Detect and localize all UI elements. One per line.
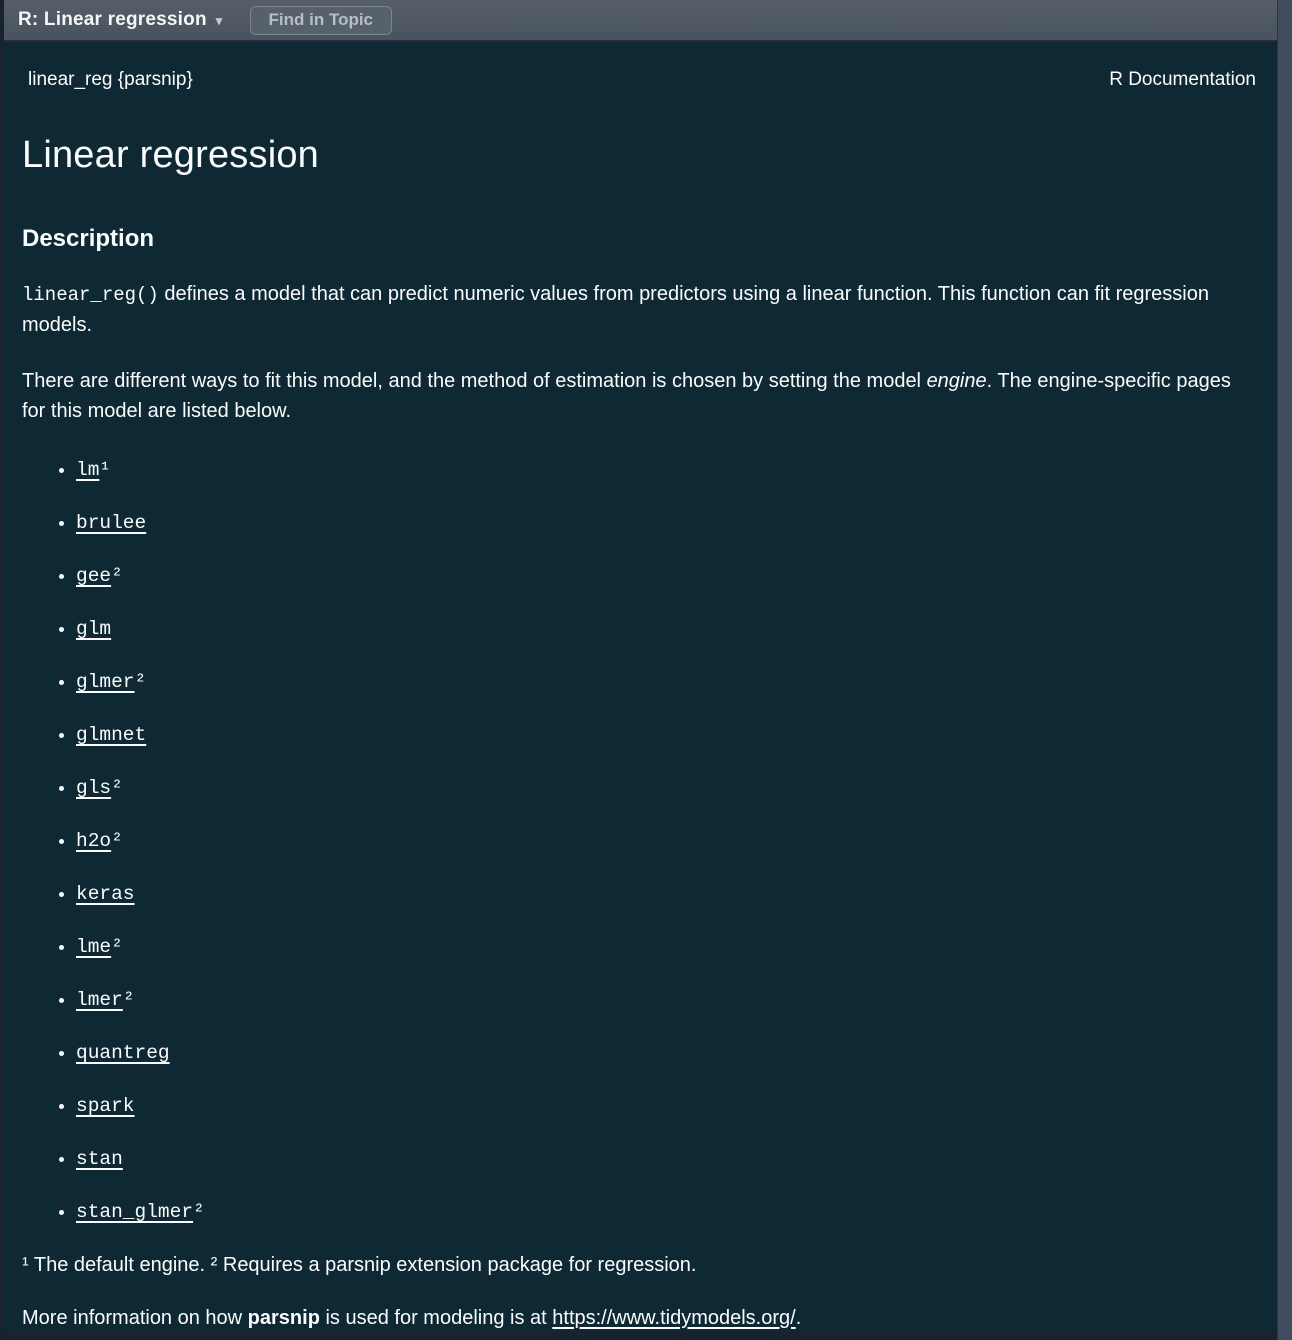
engine-list-item [76, 1198, 1277, 1227]
engine-superscript: ² [111, 935, 123, 958]
engine-list-item [76, 1039, 1277, 1068]
engine-list-item [76, 880, 1277, 909]
engine-superscript: ² [193, 1200, 205, 1223]
engine-link[interactable]: gee [76, 564, 112, 587]
engine-link[interactable]: h2o [76, 829, 112, 852]
engine-superscript: ² [111, 776, 123, 799]
window-titlebar [4, 0, 1277, 42]
titlebar-topic-selector[interactable] [18, 9, 223, 31]
paragraph-2-before: There are different ways to fit this model, and the method of estimation is chosen by setting the model [22, 369, 927, 392]
scrollbar-track[interactable] [1277, 0, 1292, 1340]
footnote-text: ¹ The default engine. ² Requires a parsnip extension package for regression. [22, 1253, 697, 1276]
engine-list-item [76, 668, 1277, 697]
doc-header [4, 44, 1277, 91]
engine-list-item [76, 509, 1277, 538]
engine-list-item [76, 827, 1277, 856]
engine-link[interactable]: spark [76, 1094, 135, 1117]
paragraph-2-after: . The engine-specific pages for this model are listed below. [22, 369, 1231, 422]
engine-list-item [76, 615, 1277, 644]
find-in-topic-button[interactable]: Find in Topic [250, 6, 393, 35]
engine-list-item [76, 562, 1277, 591]
titlebar-title: R: Linear regression [18, 9, 207, 30]
engine-superscript: ² [111, 829, 123, 852]
engine-superscript: ² [111, 564, 123, 587]
engine-link[interactable]: lme [76, 935, 112, 958]
engine-link[interactable]: stan [76, 1147, 123, 1170]
engine-list-item [76, 456, 1277, 485]
page-title: Linear regression [22, 134, 320, 176]
engine-superscript: ² [122, 988, 135, 1011]
engine-link[interactable]: quantreg [76, 1041, 170, 1064]
engine-link[interactable]: stan_glmer [76, 1200, 194, 1223]
engine-superscript: ² [134, 670, 147, 693]
tidymodels-link[interactable]: https://www.tidymodels.org/ [552, 1306, 796, 1329]
description-heading: Description [22, 224, 155, 252]
doc-header-topic: linear_reg {parsnip} [28, 69, 193, 90]
engine-link[interactable]: glmnet [76, 723, 147, 746]
engine-superscript: ¹ [99, 458, 112, 481]
paragraph-1-text: defines a model that can predict numeric values from predictors using a linear function. This function can fit regression models. [22, 282, 1209, 336]
more-info-middle: is used for modeling is at [319, 1306, 553, 1329]
more-info-before: More information on how [22, 1306, 248, 1329]
inline-code-linear-reg: linear_reg() [22, 283, 159, 306]
engine-link[interactable]: lmer [76, 988, 123, 1011]
engine-link[interactable]: keras [76, 882, 135, 905]
engine-link[interactable]: gls [76, 776, 112, 799]
engine-link[interactable]: glmer [76, 670, 135, 693]
engine-link[interactable]: glm [76, 617, 112, 640]
engine-link[interactable]: brulee [76, 511, 147, 534]
parsnip-bold: parsnip [247, 1306, 320, 1329]
more-info-paragraph [22, 1304, 1237, 1332]
engine-list-item [76, 721, 1277, 750]
doc-header-source: R Documentation [1109, 69, 1256, 90]
more-info-after: . [795, 1306, 802, 1329]
engine-list-item [76, 774, 1277, 803]
description-paragraph-2 [22, 366, 1237, 426]
engine-list-item [76, 1145, 1277, 1174]
engine-emphasis: engine [926, 369, 987, 392]
engine-list [22, 456, 1277, 1227]
chevron-down-icon: ▾ [215, 13, 223, 28]
help-document-pane [4, 44, 1277, 1332]
engine-list-item [76, 933, 1277, 962]
engine-list-item [76, 986, 1277, 1015]
engine-list-item [76, 1092, 1277, 1121]
engine-link[interactable]: lm [76, 458, 100, 481]
description-paragraph-1 [22, 279, 1237, 340]
